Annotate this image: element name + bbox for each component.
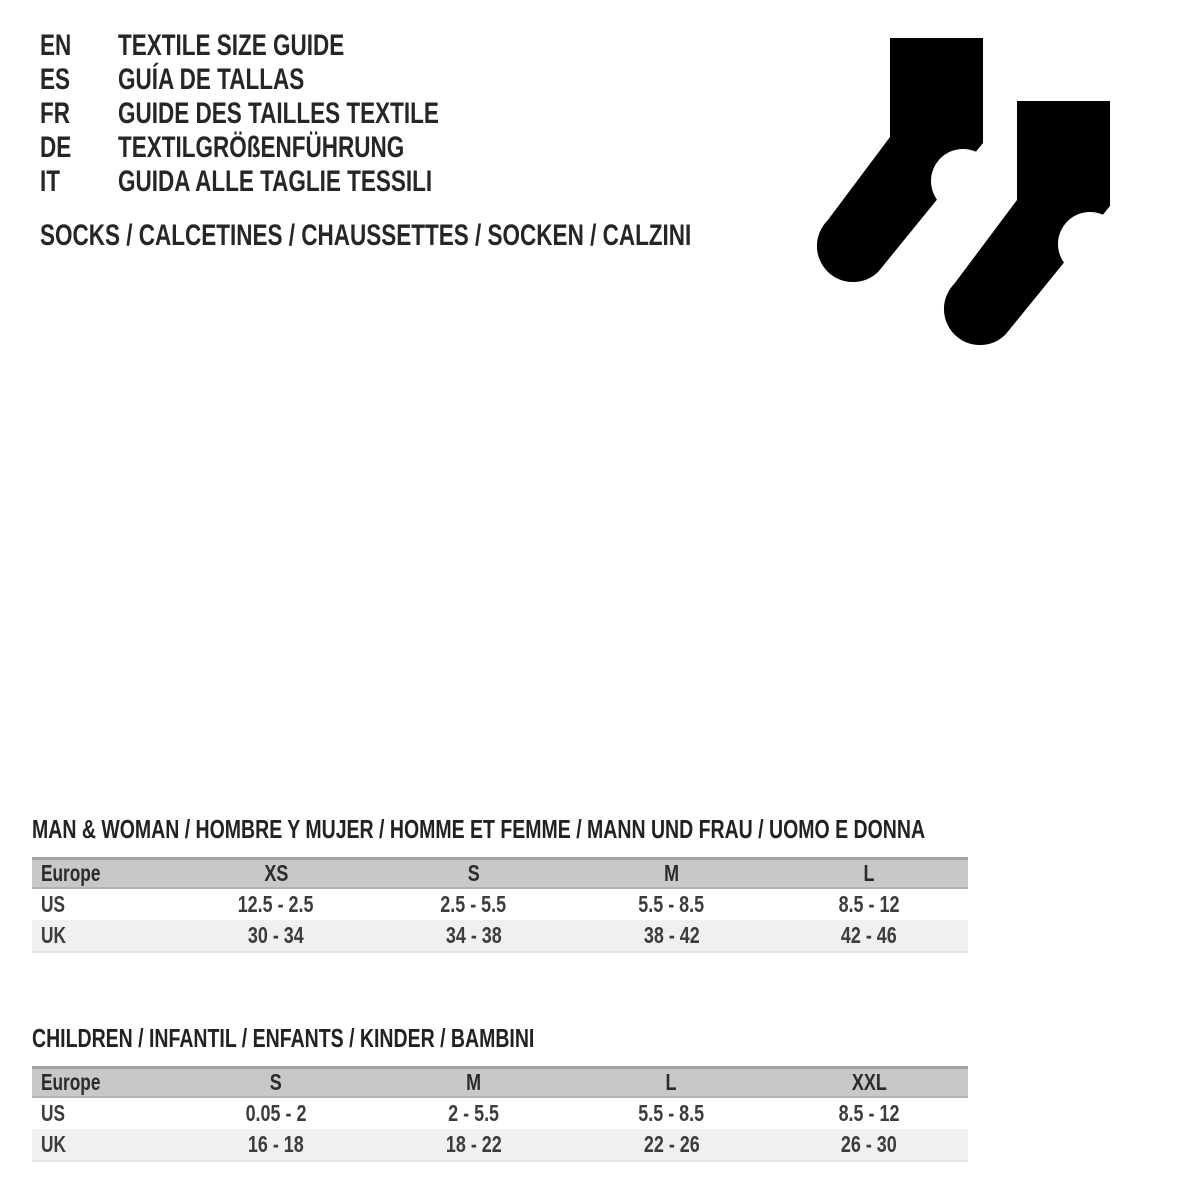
size-value-cell: 16 - 18	[177, 1129, 375, 1161]
table-header-row	[32, 1068, 968, 1098]
column-header-size: S	[177, 1068, 375, 1098]
column-header-size: XS	[177, 859, 375, 889]
size-value-cell: 8.5 - 12	[770, 888, 968, 920]
row-label-cell: US	[32, 1097, 177, 1129]
language-code: IT	[40, 165, 61, 198]
size-value-cell: 42 - 46	[770, 920, 968, 952]
table-row-uk	[32, 1129, 968, 1161]
size-value-cell: 30 - 34	[177, 920, 375, 952]
product-line	[40, 219, 908, 253]
language-label: GUÍA DE TALLAS	[118, 63, 305, 96]
row-label-cell: UK	[32, 1129, 177, 1161]
size-section-man-woman	[32, 815, 968, 953]
column-header-region: Europe	[32, 1068, 177, 1098]
language-code: EN	[40, 29, 72, 62]
size-section-children	[32, 1024, 968, 1162]
size-value-cell: 2.5 - 5.5	[375, 888, 573, 920]
size-value-cell: 38 - 42	[573, 920, 771, 952]
size-value-cell: 34 - 38	[375, 920, 573, 952]
column-header-size: L	[573, 1068, 771, 1098]
size-section-title-text: MAN & WOMAN / HOMBRE Y MUJER / HOMME ET FEMME / MANN UND FRAU / UOMO E DONNA	[32, 814, 926, 844]
language-list	[40, 29, 546, 199]
language-row-de	[40, 131, 546, 165]
row-label-cell: US	[32, 888, 177, 920]
table-row-us	[32, 1097, 968, 1129]
column-header-size: S	[375, 859, 573, 889]
table-header-row	[32, 859, 968, 889]
column-header-size: M	[375, 1068, 573, 1098]
size-value-cell: 22 - 26	[573, 1129, 771, 1161]
size-value-cell: 12.5 - 2.5	[177, 888, 375, 920]
size-table-man-woman	[32, 857, 968, 953]
size-value-cell: 8.5 - 12	[770, 1097, 968, 1129]
size-section-title-text: CHILDREN / INFANTIL / ENFANTS / KINDER / BAMBINI	[32, 1023, 535, 1053]
socks-icon	[817, 38, 1110, 348]
language-row-en	[40, 29, 546, 63]
size-section-title	[32, 1024, 968, 1052]
language-label: TEXTILE SIZE GUIDE	[118, 29, 345, 62]
product-line-text: SOCKS / CALCETINES / CHAUSSETTES / SOCKEN / CALZINI	[40, 219, 692, 252]
language-label: GUIDA ALLE TAGLIE TESSILI	[118, 165, 433, 198]
column-header-size: XXL	[770, 1068, 968, 1098]
table-row-uk	[32, 920, 968, 952]
row-label-cell: UK	[32, 920, 177, 952]
size-value-cell: 5.5 - 8.5	[573, 888, 771, 920]
size-value-cell: 5.5 - 8.5	[573, 1097, 771, 1129]
language-label: TEXTILGRÖßENFÜHRUNG	[118, 131, 405, 164]
language-code: DE	[40, 131, 72, 164]
language-row-it	[40, 165, 546, 199]
size-value-cell: 2 - 5.5	[375, 1097, 573, 1129]
language-row-fr	[40, 97, 546, 131]
language-code: ES	[40, 63, 71, 96]
language-row-es	[40, 63, 546, 97]
column-header-size: M	[573, 859, 771, 889]
table-row-us	[32, 888, 968, 920]
size-value-cell: 18 - 22	[375, 1129, 573, 1161]
language-code: FR	[40, 97, 70, 130]
size-table-children	[32, 1066, 968, 1162]
column-header-region: Europe	[32, 859, 177, 889]
size-value-cell: 0.05 - 2	[177, 1097, 375, 1129]
size-value-cell: 26 - 30	[770, 1129, 968, 1161]
column-header-size: L	[770, 859, 968, 889]
size-section-title	[32, 815, 968, 843]
language-label: GUIDE DES TAILLES TEXTILE	[118, 97, 439, 130]
